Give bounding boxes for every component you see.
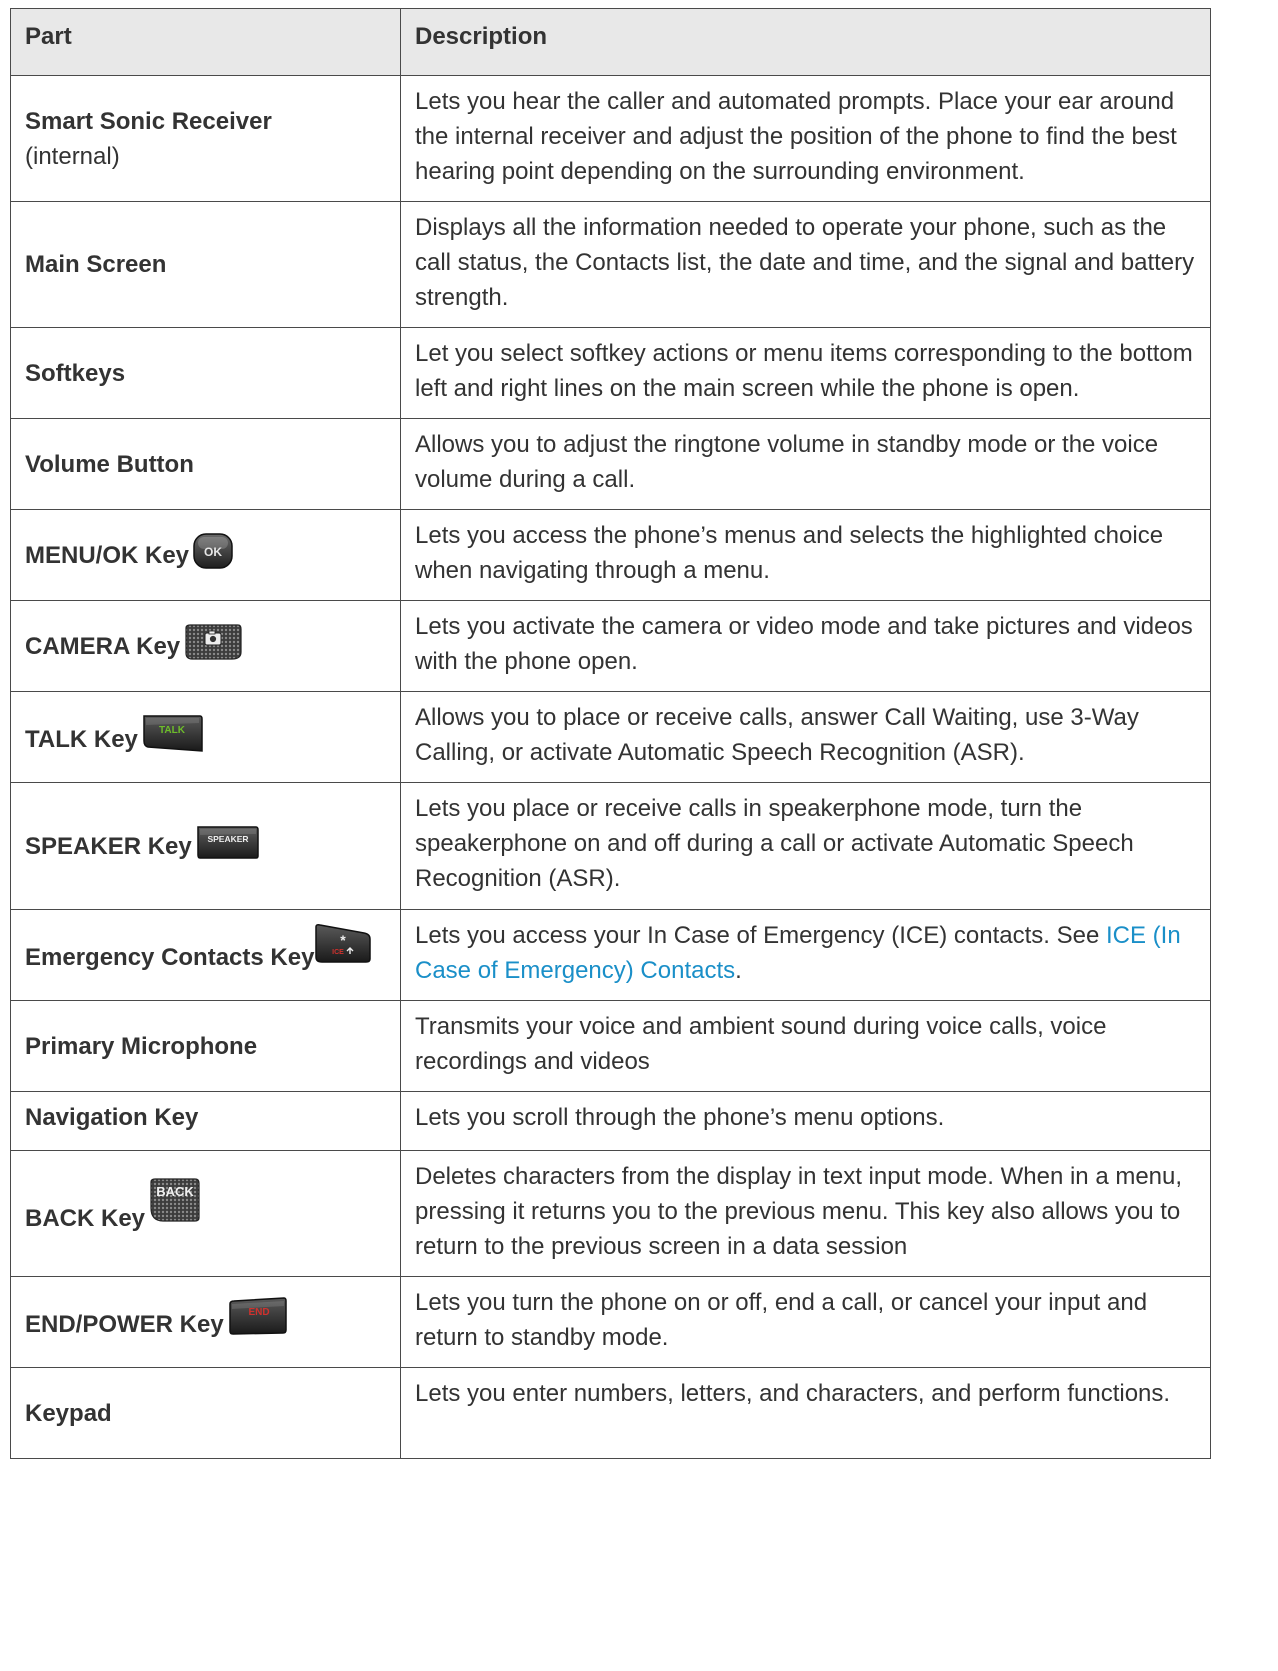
- svg-text:ICE: ICE: [332, 949, 345, 956]
- part-cell: [11, 692, 401, 783]
- part-cell: [11, 202, 401, 328]
- table-row: [11, 1001, 1211, 1092]
- description-cell: Deletes characters from the display in text input mode. When in a menu, pressing it returns you to the previous menu. This key also allows you to return to the previous screen in a data session: [401, 1151, 1211, 1277]
- part-name: Softkeys: [25, 359, 126, 387]
- part-cell: [11, 419, 401, 510]
- table-row: [11, 76, 1211, 202]
- camera-key-icon: [184, 624, 242, 660]
- description-text: Lets you access your In Case of Emergency (ICE) contacts. See: [415, 922, 1106, 949]
- table-header-row: [11, 9, 1211, 76]
- ice-contacts-link[interactable]: ICE (In Case of Emergency) Contacts: [415, 922, 1181, 984]
- table-row: [11, 1277, 1211, 1368]
- svg-text:*: *: [340, 932, 347, 948]
- description-cell: Lets you hear the caller and automated prompts. Place your ear around the internal receiver and adjust the position of the phone to find the best hearing point depending on the surrounding environment.: [401, 76, 1211, 202]
- svg-text:OK: OK: [204, 545, 223, 559]
- part-name: Navigation Key: [25, 1104, 199, 1131]
- table-row: [11, 510, 1211, 601]
- part-name: Emergency Contacts Key: [25, 944, 315, 971]
- description-cell: Lets you enter numbers, letters, and characters, and perform functions.: [401, 1368, 1211, 1459]
- svg-text:SPEAKER: SPEAKER: [207, 834, 249, 844]
- description-cell: [401, 910, 1211, 1001]
- description-cell: Lets you access the phone’s menus and selects the highlighted choice when navigating through a menu.: [401, 510, 1211, 601]
- table-row: [11, 1368, 1211, 1459]
- description-cell: Transmits your voice and ambient sound during voice calls, voice recordings and videos: [401, 1001, 1211, 1092]
- table-row: [11, 419, 1211, 510]
- header-description: Description: [401, 9, 1211, 76]
- part-name: BACK Key: [25, 1204, 146, 1232]
- part-name: Volume Button: [25, 450, 194, 478]
- table-row: [11, 328, 1211, 419]
- part-cell: [11, 1001, 401, 1092]
- part-name: SPEAKER Key: [25, 833, 192, 860]
- part-note: (internal): [25, 142, 120, 170]
- table-row: [11, 1092, 1211, 1151]
- part-name: Smart Sonic Receiver: [25, 107, 272, 135]
- back-key-icon: [149, 1178, 201, 1222]
- part-name: MENU/OK Key: [25, 542, 190, 569]
- description-cell: Displays all the information needed to operate your phone, such as the call status, the Contacts list, the date and time, and the signal and battery strength.: [401, 202, 1211, 328]
- part-cell: [11, 328, 401, 419]
- part-cell: [11, 76, 401, 202]
- ok-key-icon: [193, 533, 233, 569]
- part-name: END/POWER Key: [25, 1311, 224, 1338]
- part-name: Main Screen: [25, 251, 167, 278]
- description-cell: Lets you place or receive calls in speakerphone mode, turn the speakerphone on and off during a call or activate Automatic Speech Recognition (ASR).: [401, 783, 1211, 910]
- part-cell: [11, 1092, 401, 1151]
- speaker-key-icon: [196, 824, 260, 860]
- ice-key-icon: [314, 923, 372, 963]
- header-part: Part: [11, 9, 401, 76]
- part-name: Primary Microphone: [25, 1032, 258, 1060]
- part-name: TALK Key: [25, 726, 138, 753]
- table-row: [11, 1151, 1211, 1277]
- description-cell: Lets you scroll through the phone’s menu options.: [401, 1092, 1211, 1151]
- description-text-end: .: [735, 957, 742, 984]
- table-row: [11, 202, 1211, 328]
- description-cell: Let you select softkey actions or menu items corresponding to the bottom left and right lines on the main screen while the phone is open.: [401, 328, 1211, 419]
- table-row: [11, 783, 1211, 910]
- description-cell: Lets you turn the phone on or off, end a call, or cancel your input and return to standby mode.: [401, 1277, 1211, 1368]
- table-row: [11, 692, 1211, 783]
- part-cell: [11, 1368, 401, 1459]
- description-cell: Lets you activate the camera or video mode and take pictures and videos with the phone open.: [401, 601, 1211, 692]
- part-cell: [11, 783, 401, 910]
- description-cell: Allows you to place or receive calls, answer Call Waiting, use 3-Way Calling, or activate Automatic Speech Recognition (ASR).: [401, 692, 1211, 783]
- svg-text:END: END: [248, 1307, 270, 1318]
- part-name: Keypad: [25, 1399, 112, 1427]
- table-row: [11, 601, 1211, 692]
- part-cell: [11, 510, 401, 601]
- part-cell: [11, 1151, 401, 1277]
- talk-key-icon: [142, 713, 204, 753]
- svg-text:TALK: TALK: [158, 725, 185, 736]
- part-cell: [11, 601, 401, 692]
- part-cell: [11, 910, 401, 1001]
- part-cell: [11, 1277, 401, 1368]
- table-row: [11, 910, 1211, 1001]
- part-name: CAMERA Key: [25, 633, 181, 660]
- description-cell: Allows you to adjust the ringtone volume in standby mode or the voice volume during a call.: [401, 419, 1211, 510]
- end-key-icon: [228, 1296, 288, 1336]
- svg-text:BACK: BACK: [156, 1183, 194, 1199]
- parts-table: [10, 8, 1211, 1459]
